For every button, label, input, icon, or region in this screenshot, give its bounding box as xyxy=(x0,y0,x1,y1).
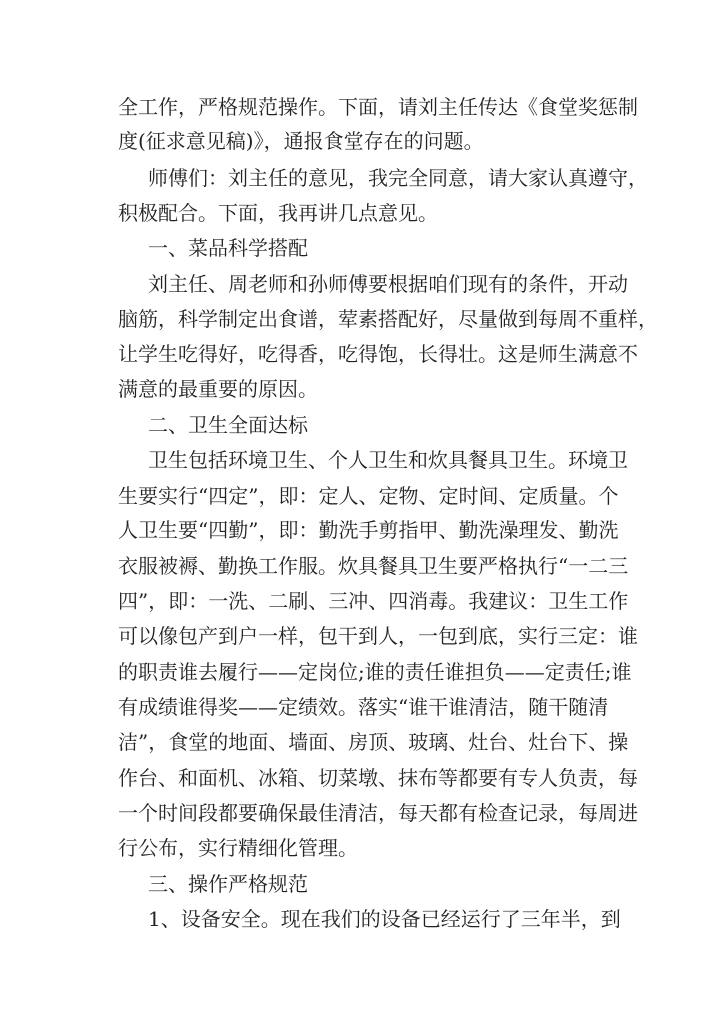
section-heading: 二、卫生全面达标 xyxy=(148,413,308,437)
section-heading: 三、操作严格规范 xyxy=(148,872,308,896)
text-line: 让学生吃得好，吃得香，吃得饱，长得壮。这是师生满意不 xyxy=(118,342,638,366)
text-line: 行公布，实行精细化管理。 xyxy=(118,836,358,860)
text-line: 满意的最重要的原因。 xyxy=(118,377,318,401)
text-line: 作台、和面机、冰箱、切菜墩、抹布等都要有专人负责，每 xyxy=(118,766,638,790)
text-line: 1、设备安全。现在我们的设备已经运行了三年半，到 xyxy=(148,907,621,931)
text-line: 全工作，严格规范操作。下面，请刘主任传达《食堂奖惩制 xyxy=(118,95,638,119)
section-heading: 一、菜品科学搭配 xyxy=(148,236,308,260)
text-line: 可以像包产到户一样，包干到人，一包到底，实行三定：谁 xyxy=(118,624,638,648)
text-line: 生要实行“四定”，即：定人、定物、定时间、定质量。个 xyxy=(118,484,619,508)
text-line: 人卫生要“四勤”，即：勤洗手剪指甲、勤洗澡理发、勤洗 xyxy=(118,518,619,542)
text-line: 的职责谁去履行——定岗位;谁的责任谁担负——定责任;谁 xyxy=(118,660,632,684)
text-line: 师傅们：刘主任的意见，我完全同意，请大家认真遵守， xyxy=(148,166,648,190)
text-line: 刘主任、周老师和孙师傅要根据咱们现有的条件，开动 xyxy=(148,272,628,296)
text-line: 一个时间段都要确保最佳清洁，每天都有检查记录，每周进 xyxy=(118,801,638,825)
text-line: 卫生包括环境卫生、个人卫生和炊具餐具卫生。环境卫 xyxy=(148,448,628,472)
text-line: 脑筋，科学制定出食谱，荤素搭配好，尽量做到每周不重样， xyxy=(118,307,658,331)
text-line: 洁”，食堂的地面、墙面、房顶、玻璃、灶台、灶台下、操 xyxy=(118,730,629,754)
text-line: 度(征求意见稿)》，通报食堂存在的问题。 xyxy=(118,129,484,153)
text-line: 有成绩谁得奖——定绩效。落实“谁干谁清洁，随干随清 xyxy=(118,695,609,719)
text-line: 衣服被褥、勤换工作服。炊具餐具卫生要严格执行“一二三 xyxy=(118,554,629,578)
text-line: 积极配合。下面，我再讲几点意见。 xyxy=(118,201,438,225)
text-line: 四”，即：一洗、二刷、三冲、四消毒。我建议：卫生工作 xyxy=(118,589,629,613)
